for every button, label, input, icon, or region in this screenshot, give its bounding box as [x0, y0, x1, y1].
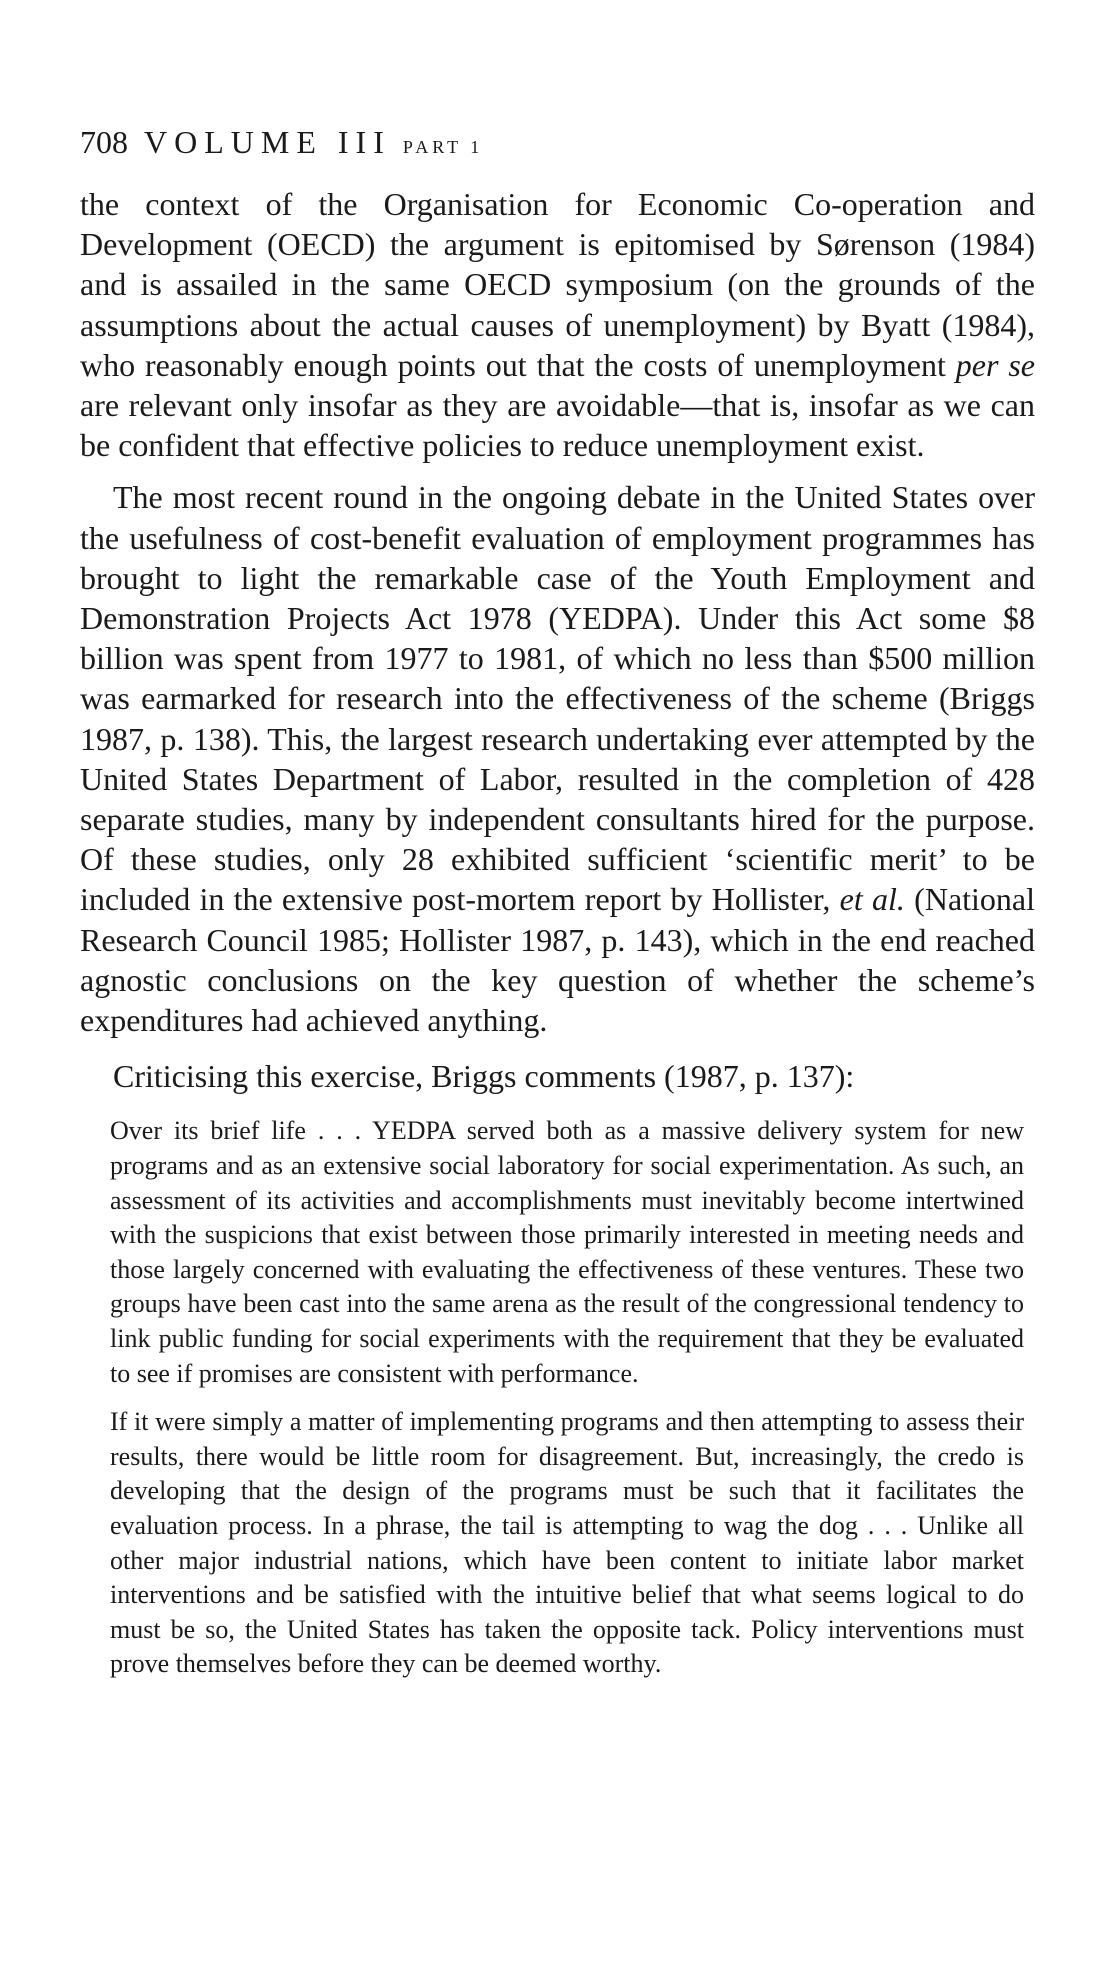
- book-page: [80, 126, 1035, 1682]
- body-text: [80, 184, 1035, 1096]
- quote-paragraph: If it were simply a matter of implementing programs and then attempting to assess their results, there would be little room for disagreement. But, increasingly, the credo is developing that the design of the programs must be such that it facilitates the evaluation process. In a phrase, the tail is attempting to wag the dog . . . Unlike all other major industrial nations, which have been content to initiate labor market interventions and be satisfied with the intuitive belief that what seems logical to do must be so, the United States has taken the opposite tack. Policy interventions must prove themselves before they can be deemed worthy.: [110, 1407, 1024, 1679]
- text-run: the context of the Organisation for Economic Co-operation and Development (OECD) the argument is epitomised by Sørenson (1984) and is assailed in the same OECD symposium (on the grounds of the assumptions about the actual causes of unemployment) by Byatt (1984), who reasonably enough points out that the costs of unemployment: [80, 186, 1035, 383]
- running-head: [80, 126, 1035, 158]
- text-run: are relevant only insofar as they are avoidable—that is, insofar as we can be confident that effective policies to reduce unemployment exist.: [80, 387, 1035, 464]
- paragraph-yedpa: [80, 477, 1035, 1040]
- italic-run: et al.: [839, 881, 905, 918]
- text-run: The most recent round in the ongoing debate in the United States over the usefulness of cost-benefit evaluation of employment programmes has brought to light the remarkable case of the Youth Employment and Demonstration Projects Act 1978 (YEDPA). Under this Act some $8 billion was spent from 1977 to 1981, of which no less than $500 million was earmarked for research into the effectiveness of the scheme (Briggs 1987, p. 138). This, the largest research undertaking ever attempted by the United States Department of Labor, resulted in the completion of 428 separate studies, many by independent consultants hired for the purpose. Of these studies, only 28 exhibited sufficient ‘scientific merit’ to be included in the extensive post-mortem report by Hollister,: [80, 479, 1035, 918]
- text-run: (National Research Council 1985; Hollister 1987, p. 143), which in the end reached agnostic conclusions on the key question of whether the scheme’s expenditures had achieved anything.: [80, 881, 1036, 1039]
- volume-label: VOLUME III: [144, 124, 391, 160]
- paragraph-continuation: [80, 184, 1035, 465]
- part-label: PART 1: [402, 137, 484, 157]
- italic-run: per se: [955, 346, 1036, 383]
- quote-paragraph: Over its brief life . . . YEDPA served both as a massive delivery system for new programs and as an extensive social laboratory for social experimentation. As such, an assessment of its activities and accomplishments must inevitably become intertwined with the suspicions that exist between those primarily interested in meeting needs and those largely concerned with evaluating the effectiveness of these ventures. These two groups have been cast into the same arena as the result of the congressional tendency to link public funding for social experiments with the requirement that they be evaluated to see if promises are consistent with performance.: [110, 1116, 1024, 1388]
- page-number: 708: [80, 124, 128, 160]
- block-quote: [110, 1114, 1024, 1682]
- quote-intro: Criticising this exercise, Briggs comments (1987, p. 137):: [113, 1058, 855, 1095]
